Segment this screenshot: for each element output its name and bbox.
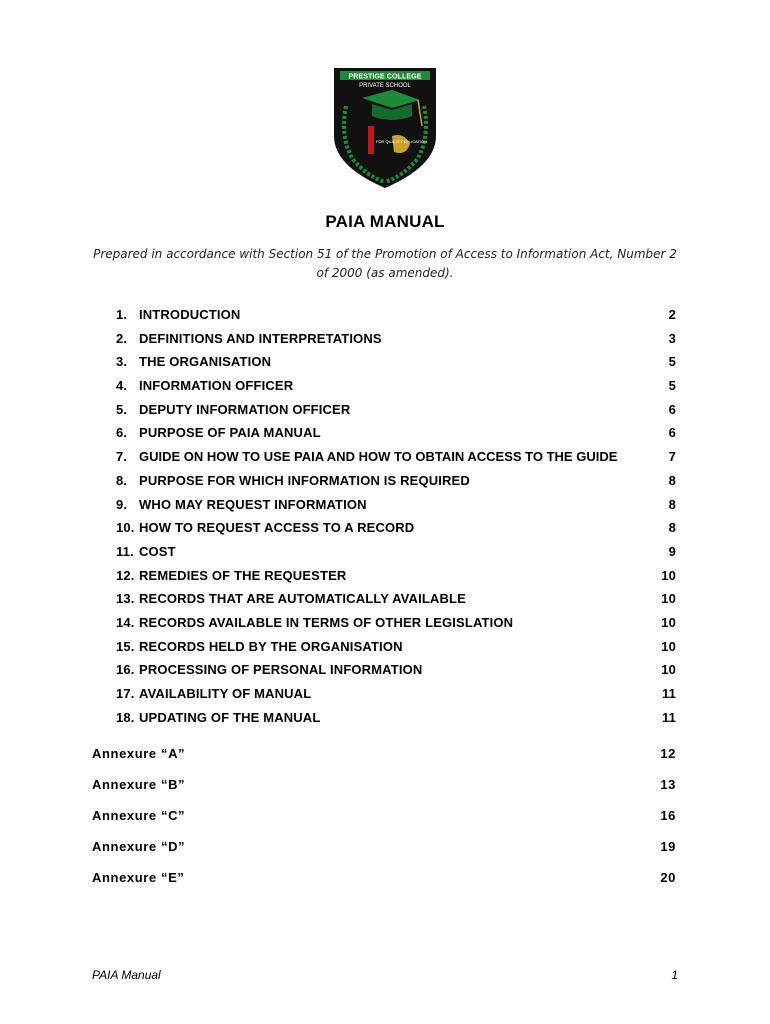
annexure-row xyxy=(92,870,678,890)
toc-number: 6. xyxy=(116,425,128,441)
toc-number: 12. xyxy=(116,567,135,583)
toc-item xyxy=(116,638,678,662)
toc-label: PROCESSING OF PERSONAL INFORMATION xyxy=(139,662,423,678)
toc-item xyxy=(116,519,678,543)
toc-page: 10 xyxy=(661,638,676,654)
toc-label: PURPOSE OF PAIA MANUAL xyxy=(139,425,321,441)
toc-page: 8 xyxy=(668,472,676,488)
toc-page: 10 xyxy=(661,591,676,607)
school-crest-logo xyxy=(332,66,438,190)
toc-label: GUIDE ON HOW TO USE PAIA AND HOW TO OBTAIN ACCESS TO THE GUIDE xyxy=(139,449,618,465)
toc-label: HOW TO REQUEST ACCESS TO A RECORD xyxy=(139,520,415,536)
annexure-page: 20 xyxy=(660,870,676,885)
toc-page: 5 xyxy=(668,378,676,394)
annexure-row xyxy=(92,839,678,859)
toc-label: THE ORGANISATION xyxy=(139,354,272,370)
toc-item xyxy=(116,567,678,591)
toc-item xyxy=(116,353,678,377)
toc-page: 6 xyxy=(668,425,676,441)
annexure-page: 13 xyxy=(660,777,676,792)
toc-number: 9. xyxy=(116,496,128,512)
toc-page: 8 xyxy=(668,520,676,536)
toc-number: 14. xyxy=(116,614,135,630)
toc-page: 10 xyxy=(661,662,676,678)
toc-page: 8 xyxy=(668,496,676,512)
toc-number: 5. xyxy=(116,401,128,417)
table-of-contents xyxy=(116,306,678,732)
toc-page: 5 xyxy=(668,354,676,370)
toc-item xyxy=(116,709,678,733)
toc-number: 7. xyxy=(116,449,128,465)
toc-label: DEFINITIONS AND INTERPRETATIONS xyxy=(139,330,382,346)
torch-icon xyxy=(368,126,374,154)
toc-number: 8. xyxy=(116,472,128,488)
toc-number: 10. xyxy=(116,520,135,536)
toc-item xyxy=(116,496,678,520)
toc-page: 9 xyxy=(668,543,676,559)
toc-label: REMEDIES OF THE REQUESTER xyxy=(139,567,347,583)
toc-item xyxy=(116,330,678,354)
annexure-row xyxy=(92,808,678,828)
toc-label: UPDATING OF THE MANUAL xyxy=(139,709,321,725)
annexure-page: 12 xyxy=(660,746,676,761)
toc-number: 1. xyxy=(116,307,128,322)
document-subtitle: Prepared in accordance with Section 51 of the Promotion of Access to Information Act, Number 2 of 2000 (as amended). xyxy=(93,247,677,280)
toc-item xyxy=(116,590,678,614)
toc-item xyxy=(116,448,678,472)
toc-page: 7 xyxy=(668,449,676,465)
toc-label: RECORDS AVAILABLE IN TERMS OF OTHER LEGISLATION xyxy=(139,614,514,630)
toc-label: AVAILABILITY OF MANUAL xyxy=(139,686,312,701)
annexure-row xyxy=(92,746,678,766)
toc-item xyxy=(116,472,678,496)
toc-number: 16. xyxy=(116,662,135,678)
toc-number: 18. xyxy=(116,709,135,725)
toc-label: RECORDS THAT ARE AUTOMATICALLY AVAILABLE xyxy=(139,591,466,607)
toc-number: 15. xyxy=(116,638,135,654)
annexure-label: Annexure “C” xyxy=(92,808,186,823)
toc-label: INFORMATION OFFICER xyxy=(139,378,294,394)
document-title: PAIA MANUAL xyxy=(325,212,445,231)
toc-page: 11 xyxy=(661,686,676,701)
toc-label: DEPUTY INFORMATION OFFICER xyxy=(139,401,351,417)
toc-item xyxy=(116,306,678,330)
toc-page: 10 xyxy=(661,614,676,630)
toc-number: 3. xyxy=(116,354,128,370)
toc-page: 2 xyxy=(668,307,676,322)
toc-item xyxy=(116,685,678,709)
annexure-row xyxy=(92,777,678,797)
annexure-label: Annexure “B” xyxy=(92,777,186,792)
annexure-label: Annexure “A” xyxy=(92,746,186,761)
toc-page: 10 xyxy=(661,567,676,583)
annexure-page: 19 xyxy=(660,839,676,854)
toc-page: 3 xyxy=(668,330,676,346)
toc-label: COST xyxy=(139,543,176,559)
toc-label: WHO MAY REQUEST INFORMATION xyxy=(139,496,367,512)
toc-page: 6 xyxy=(668,401,676,417)
toc-number: 11. xyxy=(116,543,134,559)
toc-item xyxy=(116,424,678,448)
toc-item xyxy=(116,401,678,425)
annexure-page: 16 xyxy=(660,808,676,823)
toc-item xyxy=(116,377,678,401)
toc-page: 11 xyxy=(661,709,676,725)
toc-item xyxy=(116,614,678,638)
toc-number: 17. xyxy=(116,686,135,701)
toc-label: RECORDS HELD BY THE ORGANISATION xyxy=(139,638,403,654)
crest-title: PRESTIGE COLLEGE xyxy=(348,71,422,81)
annexure-label: Annexure “D” xyxy=(92,839,186,854)
toc-number: 13. xyxy=(116,591,135,607)
toc-number: 4. xyxy=(116,378,128,394)
toc-label: PURPOSE FOR WHICH INFORMATION IS REQUIRED xyxy=(139,472,470,488)
toc-item xyxy=(116,661,678,685)
toc-number: 2. xyxy=(116,330,128,346)
toc-item xyxy=(116,543,678,567)
footer-document-name: PAIA Manual xyxy=(92,968,161,982)
toc-label: INTRODUCTION xyxy=(139,307,241,322)
crest-motto: FOR QUALITY EDUCATION xyxy=(376,139,427,144)
footer-page-number: 1 xyxy=(671,968,678,982)
crest-subtitle: PRIVATE SCHOOL xyxy=(359,83,411,89)
annexure-label: Annexure “E” xyxy=(92,870,185,885)
